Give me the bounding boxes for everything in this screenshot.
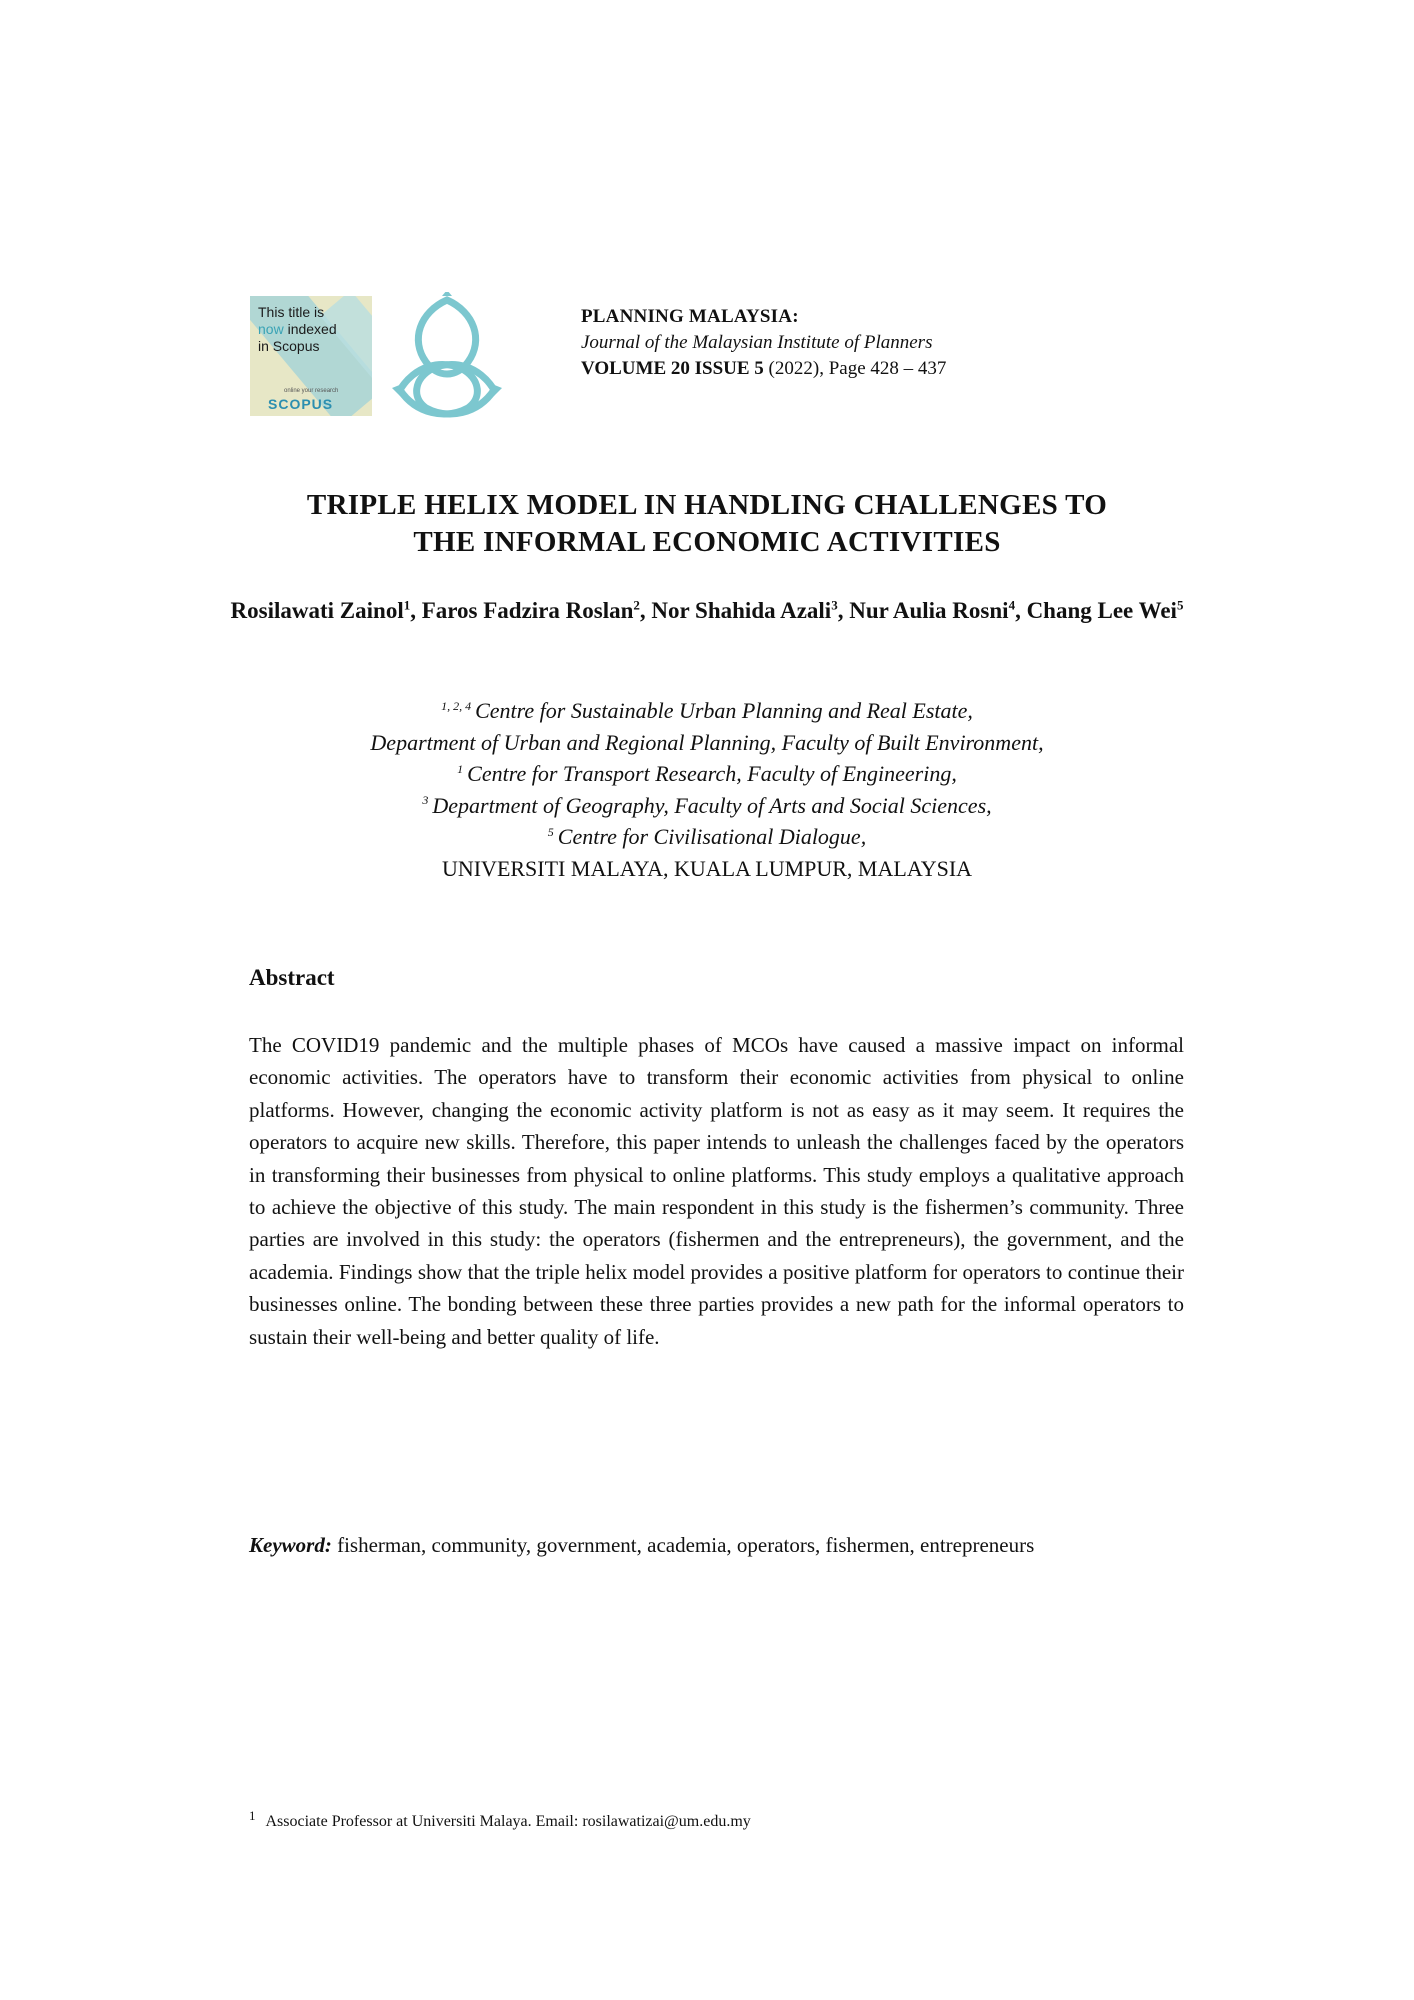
author-sup: 3: [831, 597, 838, 613]
footnote: [249, 1807, 1184, 1833]
affiliation-line: Department of Urban and Regional Planning, Faculty of Built Environment,: [370, 729, 1044, 755]
affiliation-line: [200, 821, 1214, 853]
affiliation-text: Centre for Sustainable Urban Planning and Real Estate,: [475, 698, 973, 723]
affiliations: [200, 695, 1214, 884]
university-name: UNIVERSITI MALAYA, KUALA LUMPUR, MALAYSIA: [441, 855, 973, 881]
paper-title-line: TRIPLE HELIX MODEL IN HANDLING CHALLENGES TO: [306, 489, 1108, 521]
journal-info: [581, 304, 1101, 382]
author-list: [200, 594, 1214, 627]
affiliation-text: Centre for Civilisational Dialogue,: [557, 824, 867, 849]
affiliation-line: [200, 758, 1214, 790]
author-name: Rosilawati Zainol: [230, 598, 404, 623]
author-sep: ,: [837, 598, 850, 623]
author-sup: 4: [1008, 597, 1016, 613]
scopus-badge-line: This title is: [258, 304, 325, 320]
journal-name: PLANNING MALAYSIA:: [581, 306, 799, 327]
scopus-brand: SCOPUS: [268, 396, 334, 412]
abstract-heading: Abstract: [249, 965, 335, 990]
scopus-badge-small: online your research: [284, 388, 339, 394]
paper-title-line: THE INFORMAL ECONOMIC ACTIVITIES: [413, 526, 1001, 558]
affiliation-line: [200, 695, 1214, 727]
author-sep: ,: [639, 598, 652, 623]
scopus-badge-line: in Scopus: [258, 338, 320, 354]
scopus-badge: [250, 296, 372, 416]
affiliation-text: Department of Geography, Faculty of Arts and Social Sciences,: [432, 792, 992, 818]
keywords-label: Keyword:: [249, 1533, 332, 1557]
scopus-badge-accent: now: [258, 321, 284, 337]
author-name: Nor Shahida Azali: [651, 598, 832, 623]
scopus-badge-suffix: indexed: [283, 321, 337, 337]
author-name: Faros Fadzira Roslan: [421, 598, 634, 623]
keywords: [249, 1529, 1184, 1561]
paper-title: [200, 487, 1214, 561]
author-name: Chang Lee Wei: [1026, 598, 1177, 623]
footnote-text: Associate Professor at Universiti Malaya. Email: rosilawatizai@um.edu.my: [265, 1813, 751, 1830]
affiliation-sup: 5: [547, 824, 554, 839]
affiliation-sup: 1: [457, 761, 464, 776]
affiliation-line: [200, 790, 1214, 822]
scopus-badge-line: [258, 321, 337, 338]
volume-pages: (2022), Page 428 – 437: [763, 358, 947, 379]
affiliation-sup: 3: [422, 793, 429, 808]
author-sup: 2: [633, 597, 640, 613]
author-sep: ,: [1015, 598, 1027, 623]
triple-helix-logo-icon: [382, 292, 512, 420]
journal-header: [250, 292, 1150, 422]
volume-issue: VOLUME 20 ISSUE 5: [581, 358, 764, 379]
author-sup: 5: [1176, 597, 1184, 613]
footnote-sup: 1: [249, 1807, 256, 1823]
journal-subtitle: Journal of the Malaysian Institute of Planners: [581, 332, 933, 353]
journal-volume: [581, 356, 1101, 382]
abstract-body: The COVID19 pandemic and the multiple phases of MCOs have caused a massive impact on informal economic activities. The operators have to transform their economic activities from physical to online platforms. However, changing the economic activity platform is not as easy as it may seem. It requires the operators to acquire new skills. Therefore, this paper intends to unleash the challenges faced by the operators in transforming their businesses from physical to online platforms. This study employs a qualitative approach to achieve the objective of this study. The main respondent in this study is the fishermen’s community. Three parties are involved in this study: the operators (fishermen and the entrepreneurs), the government, and the academia. Findings show that the triple helix model provides a positive platform for operators to continue their businesses online. The bonding between these three parties provides a new path for the informal operators to sustain their well-being and better quality of life.: [249, 1033, 1184, 1349]
author-sep: ,: [410, 598, 422, 623]
affiliation-text: Centre for Transport Research, Faculty of Engineering,: [467, 761, 957, 786]
author-name: Nur Aulia Rosni: [849, 598, 1009, 623]
author-sup: 1: [403, 597, 411, 613]
affiliation-sup: 1, 2, 4: [441, 698, 472, 713]
keywords-text: fisherman, community, government, academia, operators, fishermen, entrepreneurs: [331, 1533, 1035, 1557]
